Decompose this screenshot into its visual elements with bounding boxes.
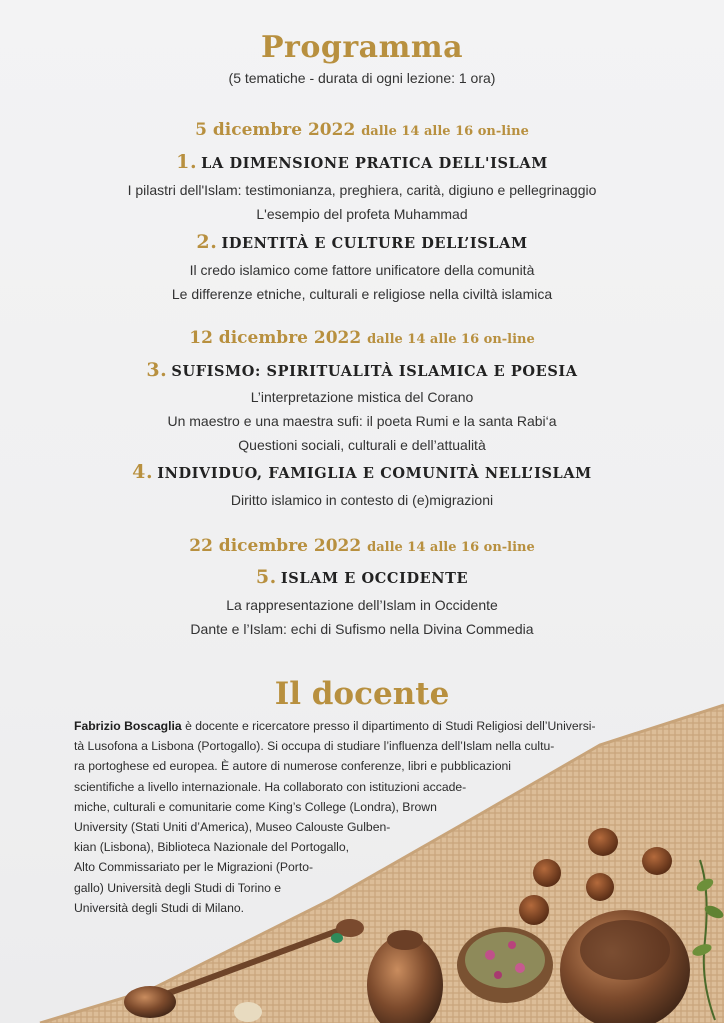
topic-number: 4. (132, 461, 154, 483)
bio-line: tà Lusofona a Lisbona (Portogallo). Si occupa di studiare l’influenza dell’Islam nella cultu- (74, 739, 555, 754)
bio-line: miche, culturali e comunitarie come King’s College (Londra), Brown (74, 799, 437, 814)
topic-heading (0, 151, 724, 173)
topic-heading (0, 566, 724, 588)
program-subtitle: (5 tematiche - durata di ogni lezione: 1 ora) (228, 70, 496, 86)
topic-line: Dante e l’Islam: echi di Sufismo nella Divina Commedia (190, 621, 534, 637)
topic-line: Le differenze etniche, culturali e religiose nella civiltà islamica (171, 286, 553, 302)
bio-line: gallo) Università degli Studi di Torino e (74, 880, 282, 895)
session-date (0, 536, 724, 556)
topic-number: 1. (176, 151, 198, 173)
date-label: 5 dicembre 2022 (195, 120, 356, 140)
topic-line: L’interpretazione mistica del Corano (250, 389, 474, 405)
time-label: dalle 14 alle 16 on-line (361, 124, 529, 139)
topic-line: Un maestro e una maestra sufi: il poeta Rumi e la santa Rabi‘a (167, 413, 557, 429)
topic-title: SUFISMO: SPIRITUALITÀ ISLAMICA E POESIA (171, 363, 578, 380)
topic-heading (0, 359, 724, 381)
bio-line (74, 716, 596, 736)
topic-heading (0, 231, 724, 253)
time-label: dalle 14 alle 16 on-line (367, 332, 535, 347)
time-label: dalle 14 alle 16 on-line (367, 540, 535, 555)
date-label: 22 dicembre 2022 (189, 536, 362, 556)
topic-title: ISLAM E OCCIDENTE (280, 570, 469, 587)
date-label: 12 dicembre 2022 (189, 328, 362, 348)
page-title: Programma (260, 30, 464, 65)
dried-flowers (457, 927, 553, 1003)
bio-line: scientifiche a livello internazionale. Ha collaborato con istituzioni accade- (74, 779, 467, 794)
topic-line: I pilastri dell'Islam: testimonianza, preghiera, carità, digiuno e pellegrinaggio (127, 182, 597, 198)
docente-name: Fabrizio Boscaglia (74, 719, 182, 733)
topic-line: Diritto islamico in contesto di (e)migrazioni (230, 492, 494, 508)
docente-title: Il docente (274, 676, 450, 712)
topic-title: LA DIMENSIONE PRATICA DELL'ISLAM (201, 155, 548, 172)
topic-title: IDENTITÀ E CULTURE DELL’ISLAM (221, 235, 528, 252)
topic-number: 3. (146, 359, 168, 381)
topic-line: Questioni sociali, culturali e dell’attualità (238, 437, 486, 453)
bio-line: Alto Commissariato per le Migrazioni (Porto- (74, 860, 314, 875)
session-date (0, 328, 724, 348)
bio-line: kian (Lisbona), Biblioteca Nazionale del Portogallo, (74, 840, 350, 855)
bio-line: Università degli Studi di Milano. (74, 900, 245, 915)
session-date (0, 120, 724, 140)
topic-heading (0, 461, 724, 483)
topic-line: L'esempio del profeta Muhammad (256, 206, 468, 222)
topic-line: Il credo islamico come fattore unificatore della comunità (189, 262, 535, 278)
topic-number: 5. (255, 566, 277, 588)
bio-line: University (Stati Uniti d’America), Museo Calouste Gulben- (74, 820, 391, 835)
bio-line: ra portoghese ed europea. È autore di numerose conferenze, libri e pubblicazioni (74, 759, 511, 774)
docente-bio (74, 716, 596, 918)
topic-line: La rappresentazione dell’Islam in Occidente (226, 597, 498, 613)
topic-number: 2. (196, 231, 218, 253)
bio-text: è docente e ricercatore presso il dipartimento di Studi Religiosi dell’Universi- (181, 719, 596, 733)
topic-title: INDIVIDUO, FAMIGLIA E COMUNITÀ NELL’ISLAM (157, 465, 592, 482)
